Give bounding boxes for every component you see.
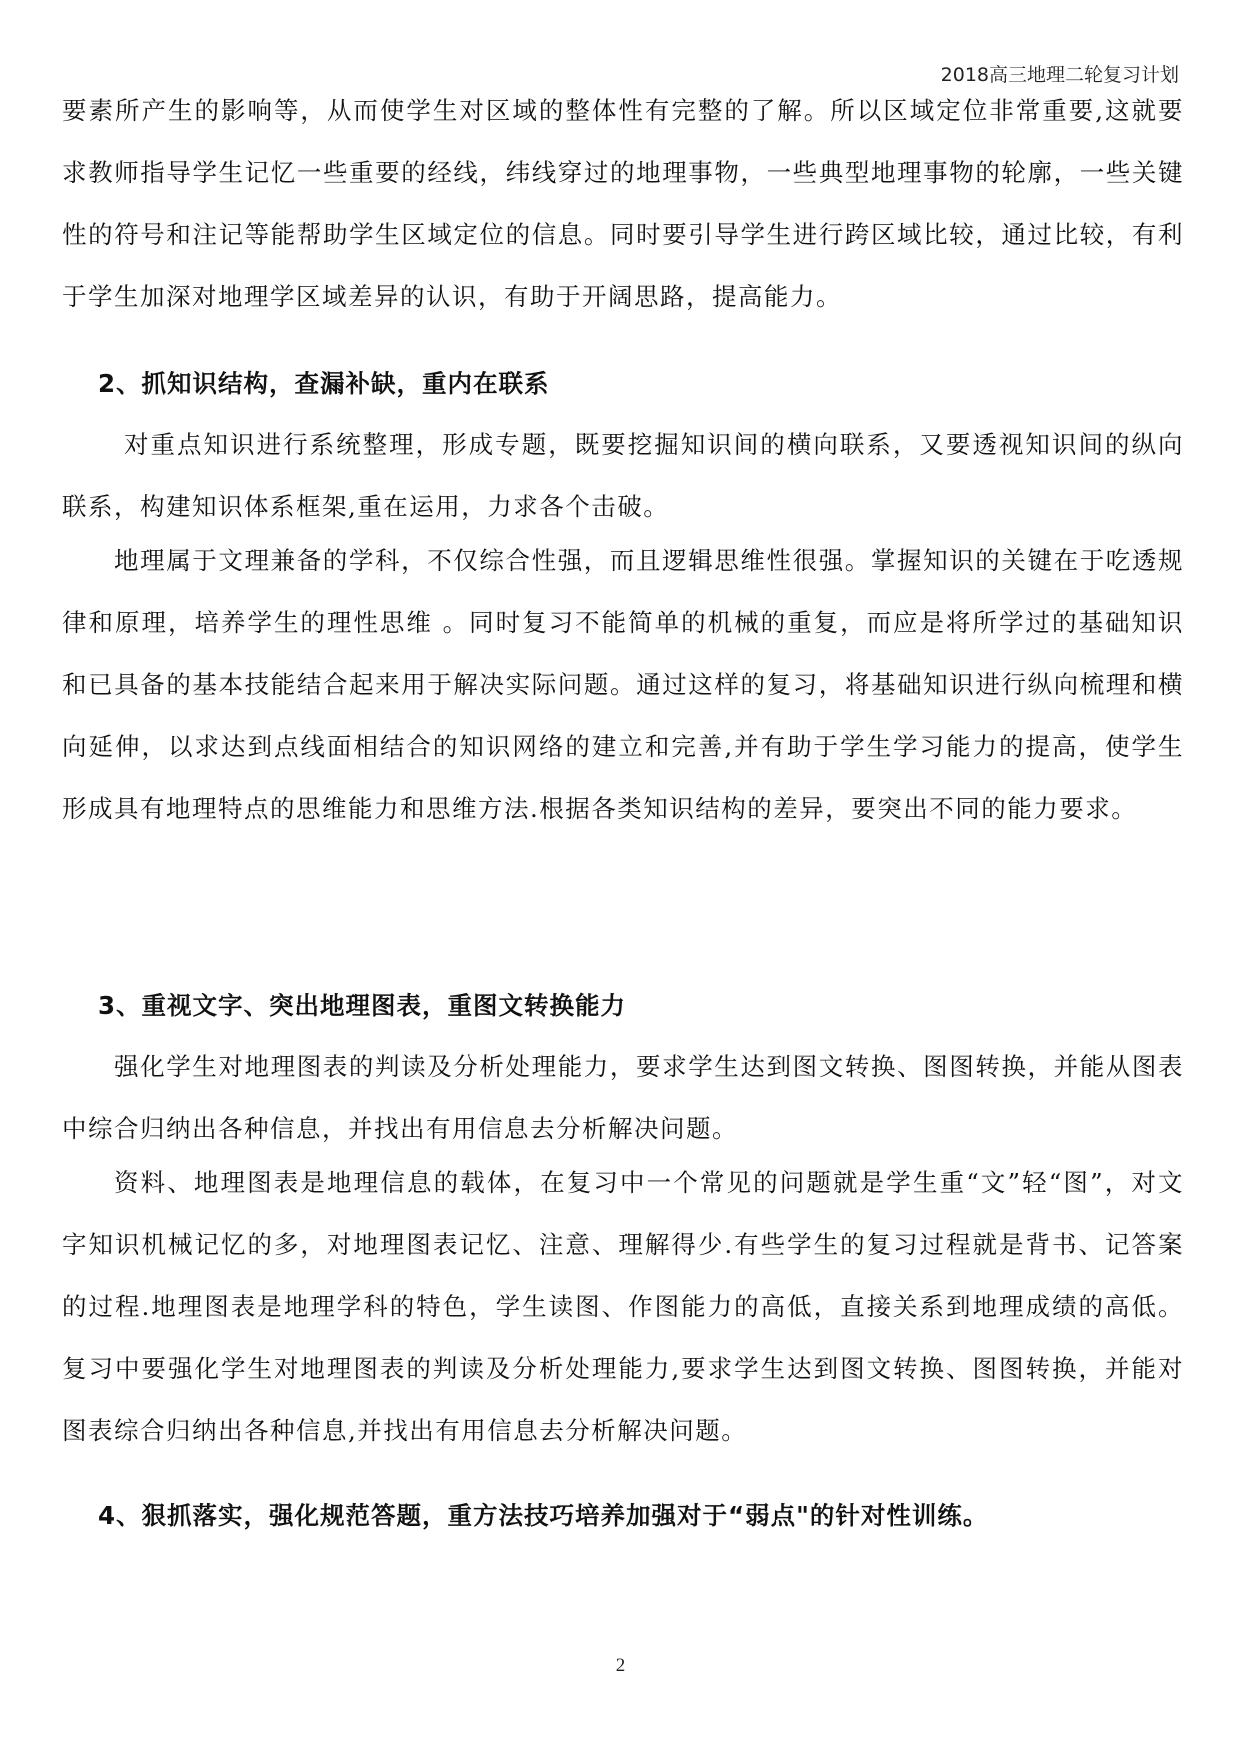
section-3-paragraph-1: 强化学生对地理图表的判读及分析处理能力，要求学生达到图文转换、图图转换，并能从图表中综合归纳出各种信息，并找出有用信息去分析解决问题。 xyxy=(62,1052,1184,1143)
section-2-heading: 2、抓知识结构，查漏补缺，重内在联系 xyxy=(98,369,550,398)
section-2-paragraph-2: 地理属于文理兼备的学科，不仅综合性强，而且逻辑思维性很强。掌握知识的关键在于吃透规律和原理，培养学生的理性思维 。同时复习不能简单的机械的重复，而应是将所学过的基础知识和已具备的基本技能结合起来用于解决实际问题。通过这样的复习，将基础知识进行纵向梳理和横向延伸，以求达到点线面相结合的知识网络的建立和完善,并有助于学生学习能力的提高，使学生形成具有地理特点的思维能力和思维方法.根据各类知识结构的差异，要突出不同的能力要求。 xyxy=(62,546,1184,823)
running-header: 2018高三地理二轮复习计划 xyxy=(940,64,1179,86)
section-4-heading: 4、狠抓落实，强化规范答题，重方法技巧培养加强对于“弱点"的针对性训练。 xyxy=(98,1501,989,1530)
section-3-paragraph-2: 资料、地理图表是地理信息的载体，在复习中一个常见的问题就是学生重“文”轻“图”，对文字知识机械记忆的多，对地理图表记忆、注意、理解得少.有些学生的复习过程就是背书、记答案的过程.地理图表是地理学科的特色，学生读图、作图能力的高低，直接关系到地理成绩的高低。复习中要强化学生对地理图表的判读及分析处理能力,要求学生达到图文转换、图图转换，并能对图表综合归纳出各种信息,并找出有用信息去分析解决问题。 xyxy=(62,1168,1184,1445)
page-number: 2 xyxy=(615,1655,626,1676)
section-2-paragraph-1: 对重点知识进行系统整理，形成专题，既要挖掘知识间的横向联系，又要透视知识间的纵向联系，构建知识体系框架,重在运用，力求各个击破。 xyxy=(62,430,1184,521)
section-3-heading: 3、重视文字、突出地理图表，重图文转换能力 xyxy=(98,991,627,1020)
intro-paragraph: 要素所产生的影响等，从而使学生对区域的整体性有完整的了解。所以区域定位非常重要,这就要求教师指导学生记忆一些重要的经线，纬线穿过的地理事物，一些典型地理事物的轮廓，一些关键性的符号和注记等能帮助学生区域定位的信息。同时要引导学生进行跨区域比较，通过比较，有利于学生加深对地理学区域差异的认识，有助于开阔思路，提高能力。 xyxy=(62,96,1184,311)
